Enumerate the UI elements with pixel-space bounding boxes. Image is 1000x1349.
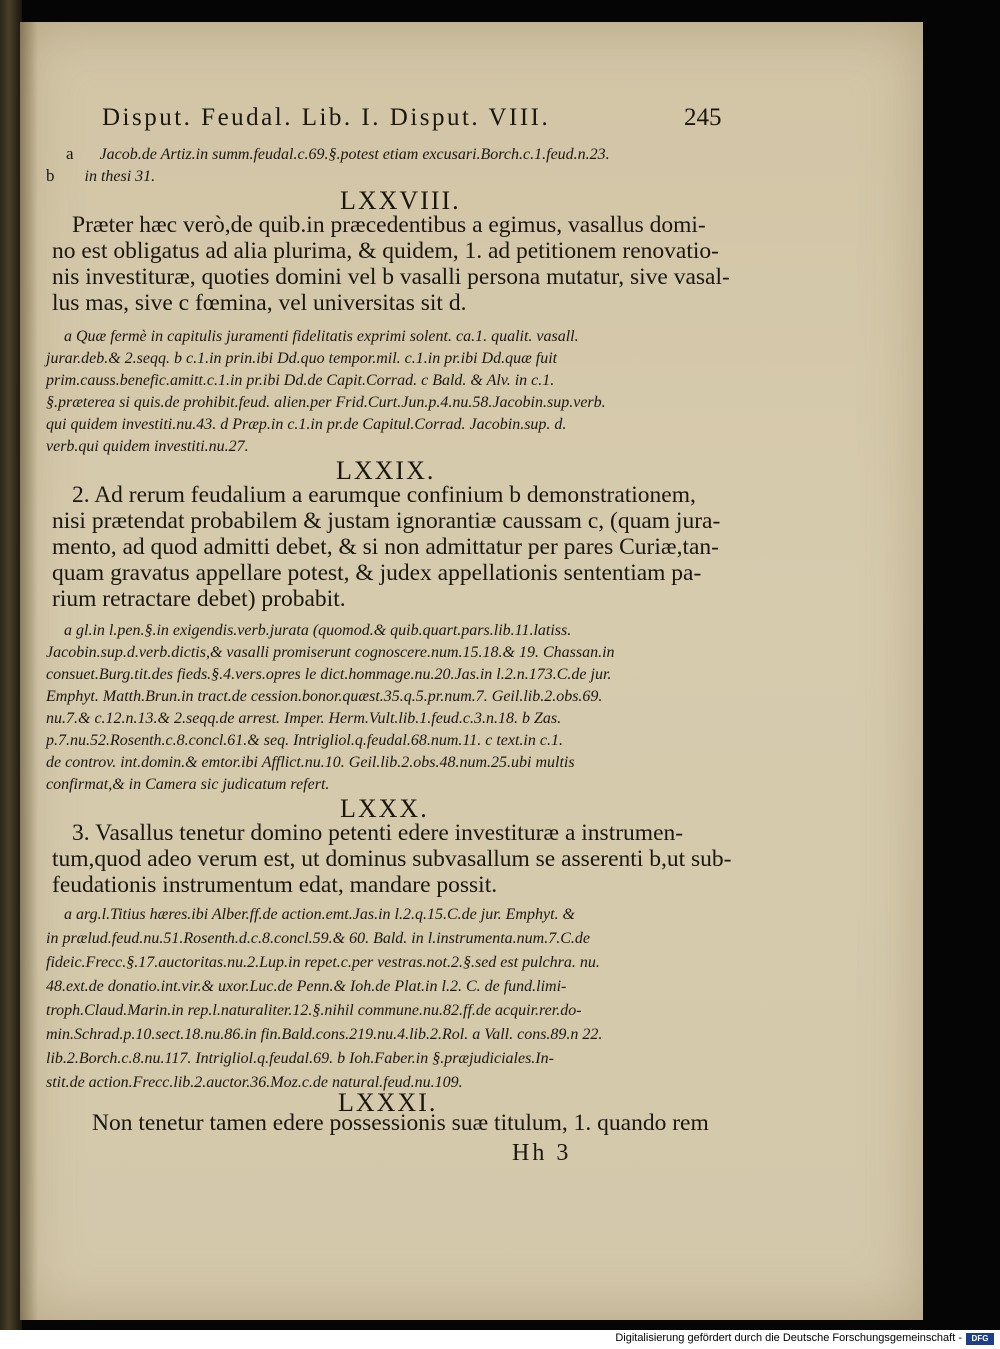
body-line: rium retractare debet) probabit.	[52, 586, 346, 612]
footnote-text: in thesi 31.	[84, 168, 156, 185]
body-line: 2. Ad rerum feudalium a earumque confinium b demonstrationem,	[72, 482, 696, 508]
page-number: 245	[684, 104, 722, 131]
note-line: troph.Claud.Marin.in rep.l.naturaliter.12.§.nihil commune.nu.82.ff.de acquir.rer.do-	[46, 1002, 582, 1019]
body-line: Non tenetur tamen edere possessionis suæ titulum, 1. quando rem	[92, 1110, 709, 1136]
section-numeral: LXXIX.	[336, 456, 436, 485]
note-line: 48.ext.de donatio.int.vir.& uxor.Luc.de Penn.& Ioh.de Plat.in l.2. C. de fund.limi-	[46, 978, 567, 995]
body-line: nisi prætendat probabilem & justam ignorantiæ caussam c, (quam jura-	[52, 508, 721, 534]
note-line: min.Schrad.p.10.sect.18.nu.86.in fin.Bald.cons.219.nu.4.lib.2.Rol. a Vall. cons.89.n 22.	[46, 1026, 603, 1043]
note-line: verb.qui quidem investiti.nu.27.	[46, 438, 249, 455]
note-line: in prælud.feud.nu.51.Rosenth.d.c.8.concl.59.& 60. Bald. in l.instrumenta.num.7.C.de	[46, 930, 590, 947]
section-numeral: LXXXI.	[338, 1088, 438, 1117]
note-line: prim.causs.benefic.amitt.c.1.in pr.ibi Dd.de Capit.Corrad. c Bald. & Alv. in c.1.	[46, 372, 555, 389]
section-numeral: LXXVIII.	[340, 186, 461, 215]
top-footnote	[66, 144, 610, 164]
adjacent-page-edge	[0, 0, 22, 1330]
footnote-mark: a	[66, 144, 74, 163]
running-header: Disput. Feudal. Lib. I. Disput. VIII.	[102, 104, 551, 131]
body-line: quam gravatus appellare potest, & judex appellationis sententiam pa-	[52, 560, 702, 586]
note-line: consuet.Burg.tit.des fieds.§.4.vers.opres le dict.hommage.nu.20.Jas.in l.2.n.173.C.de jur.	[46, 666, 612, 683]
note-line: lib.2.Borch.c.8.nu.117. Intrigliol.q.feudal.69. b Ioh.Faber.in §.præjudiciales.In-	[46, 1050, 554, 1067]
body-line: 3. Vasallus tenetur domino petenti edere investituræ a instrumen-	[72, 820, 684, 846]
note-line: fideic.Frecc.§.17.auctoritas.nu.2.Lup.in repet.c.per vestras.not.2.§.sed est pulchra. nu.	[46, 954, 600, 971]
note-line: confirmat,& in Camera sic judicatum refert.	[46, 776, 330, 793]
note-line: stit.de action.Frecc.lib.2.auctor.36.Moz.c.de natural.feud.nu.109.	[46, 1074, 463, 1091]
body-line: lus mas, sive c fœmina, vel universitas sit d.	[52, 290, 467, 316]
body-line: tum,quod adeo verum est, ut dominus subvasallum se asserenti b,ut sub-	[52, 846, 732, 872]
signature-mark: Hh 3	[512, 1140, 572, 1166]
section-numeral: LXXX.	[340, 794, 429, 823]
digitization-footer	[0, 1330, 1000, 1349]
funding-credit: Digitalisierung gefördert durch die Deutsche Forschungsgemeinschaft -	[615, 1332, 962, 1344]
note-line: a arg.l.Titius hæres.ibi Alber.ff.de action.emt.Jas.in l.2.q.15.C.de jur. Emphyt. &	[64, 906, 575, 923]
note-line: §.præterea si quis.de prohibit.feud. alien.per Frid.Curt.Jun.p.4.nu.58.Jacobin.sup.verb.	[46, 394, 606, 411]
note-line: Emphyt. Matth.Brun.in tract.de cession.bonor.quæst.35.q.5.pr.num.7. Geil.lib.2.obs.69.	[46, 688, 603, 705]
body-line: feudationis instrumentum edat, mandare possit.	[52, 872, 498, 898]
body-line: mento, ad quod admitti debet, & si non admittatur per pares Curiæ,tan-	[52, 534, 719, 560]
body-line: no est obligatus ad alia plurima, & quidem, 1. ad petitionem renovatio-	[52, 238, 719, 264]
body-line: nis investituræ, quoties domini vel b vasalli persona mutatur, sive vasal-	[52, 264, 730, 290]
body-line: Præter hæc verò,de quib.in præcedentibus a egimus, vasallus domi-	[72, 212, 706, 238]
top-footnote	[46, 166, 155, 186]
note-line: a Quæ fermè in capitulis juramenti fidelitatis exprimi solent. ca.1. qualit. vasall.	[64, 328, 579, 345]
note-line: jurar.deb.& 2.seqq. b c.1.in prin.ibi Dd.quo tempor.mil. c.1.in pr.ibi Dd.quæ fuit	[46, 350, 558, 367]
note-line: a gl.in l.pen.§.in exigendis.verb.jurata (quomod.& quib.quart.pars.lib.11.latiss.	[64, 622, 572, 639]
page-gutter-shadow	[20, 22, 38, 1320]
note-line: de controv. int.domin.& emtor.ibi Afflict.nu.10. Geil.lib.2.obs.48.num.25.ubi multis	[46, 754, 575, 771]
note-line: p.7.nu.52.Rosenth.c.8.concl.61.& seq. Intrigliol.q.feudal.68.num.11. c text.in c.1.	[46, 732, 563, 749]
dfg-logo: DFG	[966, 1333, 994, 1345]
footnote-mark: b	[46, 166, 55, 185]
note-line: qui quidem investiti.nu.43. d Præp.in c.1.in pr.de Capitul.Corrad. Jacobin.sup. d.	[46, 416, 567, 433]
note-line: nu.7.& c.12.n.13.& 2.seqq.de arrest. Imper. Herm.Vult.lib.1.feud.c.3.n.18. b Zas.	[46, 710, 562, 727]
note-line: Jacobin.sup.d.verb.dictis,& vasalli promiserunt cognoscere.num.15.18.& 19. Chassan.in	[46, 644, 615, 661]
footnote-text: Jacob.de Artiz.in summ.feudal.c.69.§.potest etiam excusari.Borch.c.1.feud.n.23.	[99, 146, 610, 163]
